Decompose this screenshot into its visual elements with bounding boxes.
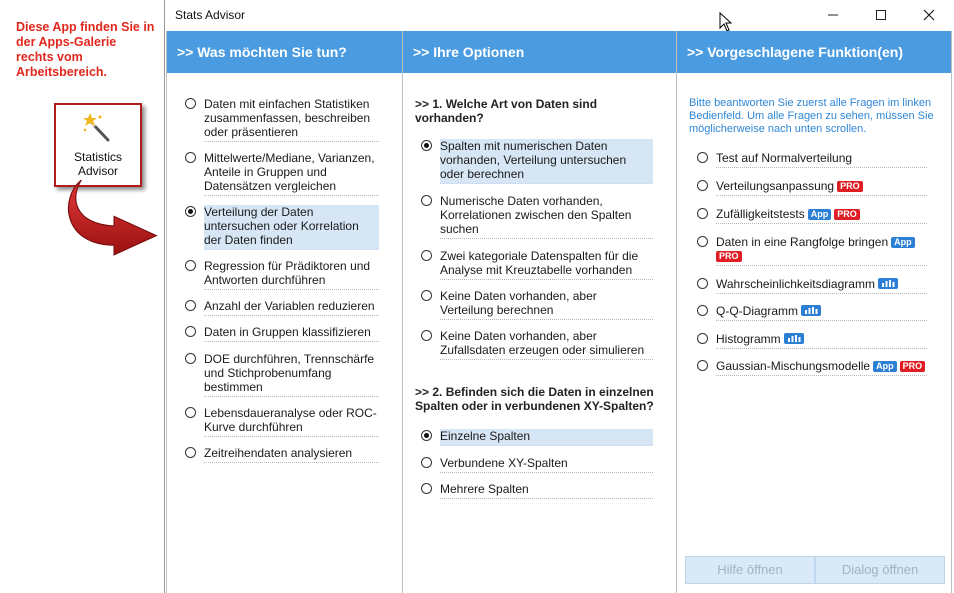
your-options-panel <box>402 31 677 593</box>
option-regression[interactable] <box>185 259 379 290</box>
radio-button[interactable] <box>421 290 432 301</box>
option-label: DOE durchführen, Trennschärfe und Stichprobenumfang bestimmen <box>204 352 379 397</box>
function-normality-test[interactable] <box>697 151 927 168</box>
magic-wand-icon <box>82 113 112 143</box>
radio-button[interactable] <box>185 300 196 311</box>
panel3-header: >> Vorgeschlagene Funktion(en) <box>677 31 951 73</box>
radio-button[interactable] <box>697 360 708 371</box>
radio-button[interactable] <box>185 447 196 458</box>
radio-button[interactable] <box>697 152 708 163</box>
function-label: Test auf Normalverteilung <box>716 151 927 168</box>
option-label: Mittelwerte/Mediane, Varianzen, Anteile in Gruppen und Datensätzen vergleichen <box>204 151 379 196</box>
radio-button[interactable] <box>185 260 196 271</box>
option-summarize[interactable] <box>185 97 379 142</box>
close-icon <box>923 9 935 21</box>
radio-button[interactable] <box>421 330 432 341</box>
curved-arrow-icon <box>66 180 166 260</box>
mouse-cursor-icon <box>719 12 733 32</box>
minimize-button[interactable] <box>811 0 855 30</box>
radio-button[interactable] <box>421 195 432 206</box>
minimize-icon <box>827 9 839 21</box>
option-label: Spalten mit numerischen Daten vorhanden, Verteilung untersuchen oder berechnen <box>440 139 653 184</box>
bar-chart-badge-icon <box>878 278 898 289</box>
q1-option-random-data[interactable] <box>421 329 653 360</box>
pro-badge: PRO <box>900 361 926 372</box>
radio-button[interactable] <box>697 305 708 316</box>
option-label: Keine Daten vorhanden, aber Verteilung berechnen <box>440 289 653 320</box>
radio-button-selected[interactable] <box>421 430 432 441</box>
function-rank-data[interactable] <box>697 235 927 266</box>
q1-option-numeric-distribution[interactable] <box>421 139 653 184</box>
option-label: Regression für Prädiktoren und Antworten durchführen <box>204 259 379 290</box>
function-label: Histogramm <box>716 332 927 349</box>
option-label: Verbundene XY-Spalten <box>440 456 653 473</box>
function-qq-plot[interactable] <box>697 304 927 321</box>
function-label: Daten in eine Rangfolge bringen App PRO <box>716 235 927 266</box>
radio-button[interactable] <box>697 278 708 289</box>
option-classify[interactable] <box>185 325 379 342</box>
bar-chart-badge-icon <box>784 333 804 344</box>
option-label: Daten mit einfachen Statistiken zusammenfassen, beschreiben oder präsentieren <box>204 97 379 142</box>
q2-option-single-columns[interactable] <box>421 429 653 446</box>
function-gaussian-mixture[interactable] <box>697 359 927 376</box>
q2-option-xy-columns[interactable] <box>421 456 653 473</box>
option-label: Einzelne Spalten <box>440 429 653 446</box>
statistics-advisor-tile[interactable] <box>54 103 142 187</box>
app-badge: App <box>873 361 897 372</box>
function-label: Gaussian-Mischungsmodelle App PRO <box>716 359 927 376</box>
option-label: Verteilung der Daten untersuchen oder Korrelation der Daten finden <box>204 205 379 250</box>
radio-button[interactable] <box>421 483 432 494</box>
question-2: >> 2. Befinden sich die Daten in einzelnen Spalten oder in verbundenen XY-Spalten? <box>415 385 654 413</box>
maximize-icon <box>875 9 887 21</box>
pro-badge: PRO <box>834 209 860 220</box>
q1-option-no-data-distribution[interactable] <box>421 289 653 320</box>
title-bar <box>165 0 954 30</box>
radio-button-selected[interactable] <box>185 206 196 217</box>
window-title: Stats Advisor <box>175 8 246 22</box>
what-to-do-panel <box>166 31 403 593</box>
option-label: Lebensdaueranalyse oder ROC-Kurve durchführen <box>204 406 379 437</box>
q1-option-crosstab[interactable] <box>421 249 653 280</box>
q2-option-multiple-columns[interactable] <box>421 482 653 499</box>
open-dialog-button[interactable]: Dialog öffnen <box>815 556 945 584</box>
option-label: Keine Daten vorhanden, aber Zufallsdaten erzeugen oder simulieren <box>440 329 653 360</box>
function-label: Zufälligkeitstests App PRO <box>716 207 927 224</box>
radio-button[interactable] <box>697 208 708 219</box>
option-label: Numerische Daten vorhanden, Korrelationen zwischen den Spalten suchen <box>440 194 653 239</box>
function-label: Q-Q-Diagramm <box>716 304 927 321</box>
option-compare[interactable] <box>185 151 379 196</box>
radio-button[interactable] <box>185 326 196 337</box>
function-label: Verteilungsanpassung PRO <box>716 179 927 196</box>
instruction-hint: Bitte beantworten Sie zuerst alle Fragen im linken Bedienfeld. Um alle Fragen zu sehen, müssen Sie möglicherweise nach unten scrollen. <box>689 97 934 135</box>
function-randomness-tests[interactable] <box>697 207 927 224</box>
option-label: Anzahl der Variablen reduzieren <box>204 299 379 316</box>
bar-chart-badge-icon <box>801 305 821 316</box>
radio-button-selected[interactable] <box>421 140 432 151</box>
radio-button[interactable] <box>421 457 432 468</box>
app-badge: App <box>891 237 915 248</box>
panel1-header: >> Was möchten Sie tun? <box>167 31 402 73</box>
radio-button[interactable] <box>421 250 432 261</box>
function-histogram[interactable] <box>697 332 927 349</box>
radio-button[interactable] <box>185 98 196 109</box>
radio-button[interactable] <box>185 407 196 418</box>
option-label: Zeitreihendaten analysieren <box>204 446 379 463</box>
option-reduce-variables[interactable] <box>185 299 379 316</box>
close-button[interactable] <box>907 0 951 30</box>
option-survival-roc[interactable] <box>185 406 379 437</box>
radio-button[interactable] <box>185 353 196 364</box>
radio-button[interactable] <box>697 333 708 344</box>
option-label: Mehrere Spalten <box>440 482 653 499</box>
open-help-button[interactable]: Hilfe öffnen <box>685 556 815 584</box>
tile-label: Statistics Advisor <box>73 150 122 178</box>
option-doe[interactable] <box>185 352 379 397</box>
radio-button[interactable] <box>697 236 708 247</box>
option-time-series[interactable] <box>185 446 379 463</box>
pro-badge: PRO <box>716 251 742 262</box>
function-probability-plot[interactable] <box>697 277 927 294</box>
question-1: >> 1. Welche Art von Daten sind vorhanden? <box>415 97 598 125</box>
gallery-note: Diese App finden Sie in der Apps-Galerie rechts vom Arbeitsbereich. <box>16 20 155 79</box>
app-badge: App <box>808 209 832 220</box>
option-distribution[interactable] <box>185 205 379 250</box>
pro-badge: PRO <box>837 181 863 192</box>
option-label: Zwei kategoriale Datenspalten für die Analyse mit Kreuztabelle vorhanden <box>440 249 653 280</box>
panel2-header: >> Ihre Optionen <box>403 31 676 73</box>
maximize-button[interactable] <box>859 0 903 30</box>
stats-advisor-window <box>164 0 954 593</box>
suggested-functions-panel <box>676 31 952 593</box>
function-label: Wahrscheinlichkeitsdiagramm <box>716 277 927 294</box>
function-distribution-fit[interactable] <box>697 179 927 196</box>
radio-button[interactable] <box>185 152 196 163</box>
option-label: Daten in Gruppen klassifizieren <box>204 325 379 342</box>
q1-option-correlation[interactable] <box>421 194 653 239</box>
radio-button[interactable] <box>697 180 708 191</box>
